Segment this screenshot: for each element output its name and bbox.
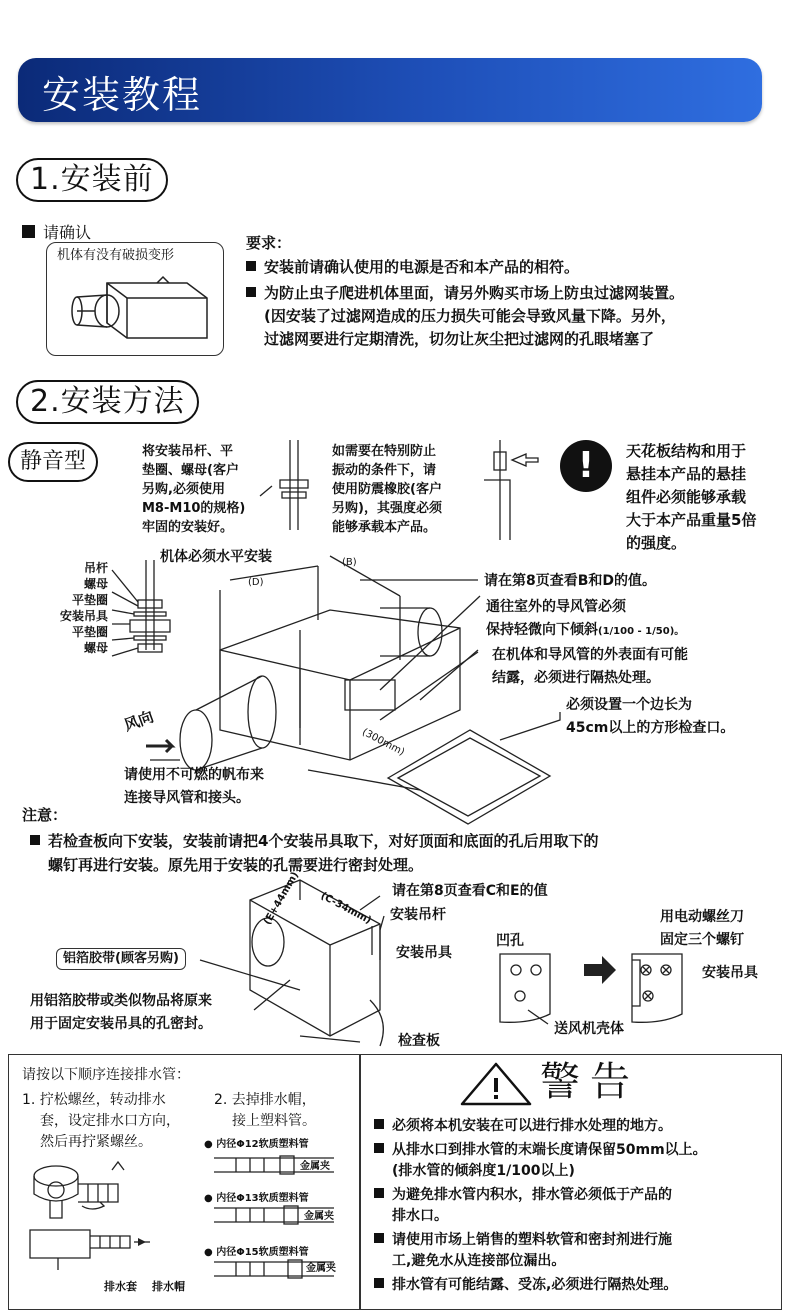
rubber-note-line-3: 使用防震橡胶(客户 bbox=[332, 482, 442, 497]
ceiling-strength-warning bbox=[626, 440, 756, 555]
canvas-note bbox=[124, 764, 264, 810]
warning-item-2-line-2: (排水管的倾斜度1/100以上) bbox=[392, 1163, 575, 1179]
rod-note-line-1: 将安装吊杆、平 bbox=[142, 444, 234, 459]
seal-note bbox=[30, 990, 212, 1036]
dimension-300mm: (300mm) bbox=[360, 726, 407, 759]
drain-step-2 bbox=[214, 1090, 316, 1132]
rubber-note-line-4: 另购)，其强度必须 bbox=[332, 501, 442, 516]
exclamation-icon: ! bbox=[560, 440, 612, 492]
requirement-1 bbox=[246, 256, 579, 279]
recess-hole-label: 凹孔 bbox=[496, 933, 524, 949]
pipe-12-label: ● 内径Φ12软质塑料管 bbox=[204, 1139, 309, 1150]
part-nut: 螺母 bbox=[83, 577, 108, 591]
section-1-title: 1.安装前 bbox=[16, 158, 168, 202]
clamp-label-3: 金属夹 bbox=[306, 1263, 336, 1274]
dimension-c: (C-34mm) bbox=[318, 890, 373, 927]
wind-direction-label: 风向 bbox=[121, 707, 157, 735]
access-panel-note bbox=[566, 694, 734, 740]
page-banner bbox=[18, 58, 762, 122]
warning-item-2-text: 从排水口到排水管的末端长度请保留50mm以上。 bbox=[392, 1142, 707, 1158]
warning-item-5 bbox=[374, 1275, 774, 1296]
warning-item-4-line-2: 工,避免水从连接部位漏出。 bbox=[392, 1253, 566, 1269]
ceiling-warning-line-1: 天花板结构和用于 bbox=[626, 442, 747, 460]
access-line-2: 45cm以上的方形检查口。 bbox=[566, 720, 735, 736]
foil-tape-label: 铝箔胶带(顾客另购) bbox=[56, 948, 186, 970]
condense-line-2: 结露，必须进行隔热处理。 bbox=[492, 670, 660, 686]
rod-note-line-4: M8-M10的规格) bbox=[142, 501, 246, 516]
see-bd-note: 请在第8页查看B和D的值。 bbox=[484, 573, 657, 589]
warning-item-4 bbox=[374, 1230, 774, 1251]
warning-item-1-text: 必须将本机安装在可以进行排水处理的地方。 bbox=[392, 1118, 672, 1134]
duct-slope-note bbox=[486, 596, 684, 643]
see-ce-note: 请在第8页查看C和E的值 bbox=[392, 883, 548, 899]
drain-title: 请按以下顺序连接排水管： bbox=[22, 1067, 190, 1083]
condensation-note bbox=[492, 644, 688, 690]
warning-item-3-text: 为避免排水管内积水，排水管必须低于产品的 bbox=[392, 1187, 672, 1203]
notes-text-1: 若检查板向下安装，安装前请把4个安装吊具取下，对好顶面和底面的孔后用取下的 bbox=[48, 832, 599, 850]
requirement-2 bbox=[246, 282, 684, 305]
step2-line-2: 接上塑料管。 bbox=[232, 1113, 316, 1129]
figure-caption: 机体有没有破损变形 bbox=[57, 248, 175, 263]
part-hanger: 安装吊具 bbox=[59, 609, 108, 623]
warning-item-5-text: 排水管有可能结露、受冻,必须进行隔热处理。 bbox=[392, 1277, 678, 1293]
step2-line-1: 2. 去掉排水帽， bbox=[214, 1092, 316, 1108]
dimension-e: (E+44mm) bbox=[262, 870, 302, 927]
rod-install-note bbox=[142, 442, 245, 537]
warning-item-3-line-2: 排水口。 bbox=[392, 1208, 448, 1224]
slope-fraction: (1/100 - 1/50)。 bbox=[598, 626, 685, 637]
damage-check-figure bbox=[46, 242, 224, 356]
notes-line-1 bbox=[30, 830, 598, 853]
part-nut-2: 螺母 bbox=[83, 641, 108, 655]
notes-title: 注意： bbox=[22, 806, 68, 824]
section-2-title: 2.安装方法 bbox=[16, 380, 199, 424]
part-rod: 吊杆 bbox=[83, 561, 108, 575]
requirement-1-text: 安装前请确认使用的电源是否和本产品的相符。 bbox=[264, 258, 580, 276]
ceiling-warning-line-3: 组件必须能够承载 bbox=[626, 488, 747, 506]
parts-labels bbox=[40, 560, 108, 656]
rod-note-line-2: 垫圈、螺母(客户 bbox=[142, 463, 239, 478]
pipe-13-label: ● 内径Φ13软质塑料管 bbox=[204, 1193, 309, 1204]
rod-label: 安装吊杆 bbox=[390, 907, 446, 923]
fan-unit-illustration bbox=[47, 243, 223, 355]
rubber-note-line-5: 能够承载本产品。 bbox=[332, 520, 437, 535]
step1-line-3: 然后再拧紧螺丝。 bbox=[40, 1134, 152, 1150]
ceiling-warning-line-4: 大于本产品重量5倍 bbox=[626, 511, 757, 529]
confirm-label: 请确认 bbox=[43, 223, 92, 242]
part-washer-2: 平垫圈 bbox=[71, 625, 108, 639]
dimension-b: (B) bbox=[342, 557, 357, 568]
requirements-title: 要求： bbox=[246, 234, 292, 252]
access-line-1: 必须设置一个边长为 bbox=[566, 697, 692, 713]
silent-type-badge: 静音型 bbox=[8, 442, 98, 482]
warning-item-4-text: 请使用市场上销售的塑料软管和密封剂进行施 bbox=[392, 1232, 672, 1248]
warning-item-1 bbox=[374, 1116, 774, 1137]
requirement-2-line-3: 过滤网要进行定期清洗，切勿让灰尘把过滤网的孔眼堵塞了 bbox=[264, 330, 655, 348]
hanger-label: 安装吊具 bbox=[396, 945, 452, 961]
warning-list bbox=[374, 1116, 774, 1296]
dimension-d: (D) bbox=[248, 577, 264, 588]
rod-note-line-3: 另购,必须使用 bbox=[142, 482, 225, 497]
fan-shell-label: 送风机壳体 bbox=[554, 1021, 624, 1037]
anti-vibration-note bbox=[332, 442, 442, 537]
drain-cap-label: 排水帽 bbox=[152, 1280, 185, 1293]
page-title: 安装教程 bbox=[42, 73, 203, 117]
slope-line-1: 通往室外的导风管必须 bbox=[486, 599, 626, 615]
confirm-heading bbox=[22, 222, 91, 244]
condense-line-1: 在机体和导风管的外表面有可能 bbox=[492, 647, 688, 663]
pipe-15-label: ● 内径Φ15软质塑料管 bbox=[204, 1247, 309, 1258]
screw-line-1: 用电动螺丝刀 bbox=[660, 909, 744, 925]
level-install-note: 机体必须水平安装 bbox=[160, 549, 272, 565]
clamp-label-2: 金属夹 bbox=[304, 1211, 334, 1222]
ceiling-warning-line-2: 悬挂本产品的悬挂 bbox=[626, 465, 747, 483]
rod-note-line-5: 牢固的安装好。 bbox=[142, 520, 234, 535]
drain-step-1 bbox=[22, 1090, 180, 1153]
screw-line-2: 固定三个螺钉 bbox=[660, 932, 744, 948]
inspection-panel-label: 检查板 bbox=[398, 1033, 440, 1049]
ceiling-warning-line-5: 的强度。 bbox=[626, 534, 687, 552]
hanger-label-2: 安装吊具 bbox=[702, 965, 758, 981]
screwdriver-note bbox=[660, 906, 744, 952]
requirement-2-line-2: (因安装了过滤网造成的压力损失可能会导致风量下降。另外， bbox=[264, 307, 676, 325]
seal-line-2: 用于固定安装吊具的孔密封。 bbox=[30, 1016, 212, 1032]
warning-title: 警告 bbox=[540, 1059, 640, 1105]
drain-sleeve-label: 排水套 bbox=[104, 1280, 137, 1293]
arrow-right-icon bbox=[584, 956, 616, 984]
warning-item-2 bbox=[374, 1140, 774, 1161]
canvas-line-2: 连接导风管和接头。 bbox=[124, 790, 250, 806]
rubber-note-line-1: 如需要在特别防止 bbox=[332, 444, 437, 459]
part-washer: 平垫圈 bbox=[71, 593, 108, 607]
warning-item-3 bbox=[374, 1185, 774, 1206]
clamp-label-1: 金属夹 bbox=[300, 1161, 330, 1172]
canvas-line-1: 请使用不可燃的帆布来 bbox=[124, 767, 264, 783]
step1-line-1: 1. 拧松螺丝，转动排水 bbox=[22, 1092, 166, 1108]
notes-line-2: 螺钉再进行安装。原先用于安装的孔需要进行密封处理。 bbox=[48, 856, 424, 874]
seal-line-1: 用铝箔胶带或类似物品将原来 bbox=[30, 993, 212, 1009]
requirement-2-line-1: 为防止虫子爬进机体里面，请另外购买市场上防虫过滤网装置。 bbox=[264, 284, 685, 302]
step1-line-2: 套，设定排水口方向， bbox=[40, 1113, 180, 1129]
slope-line-2: 保持轻微向下倾斜 bbox=[486, 622, 598, 638]
rubber-note-line-2: 振动的条件下，请 bbox=[332, 463, 437, 478]
